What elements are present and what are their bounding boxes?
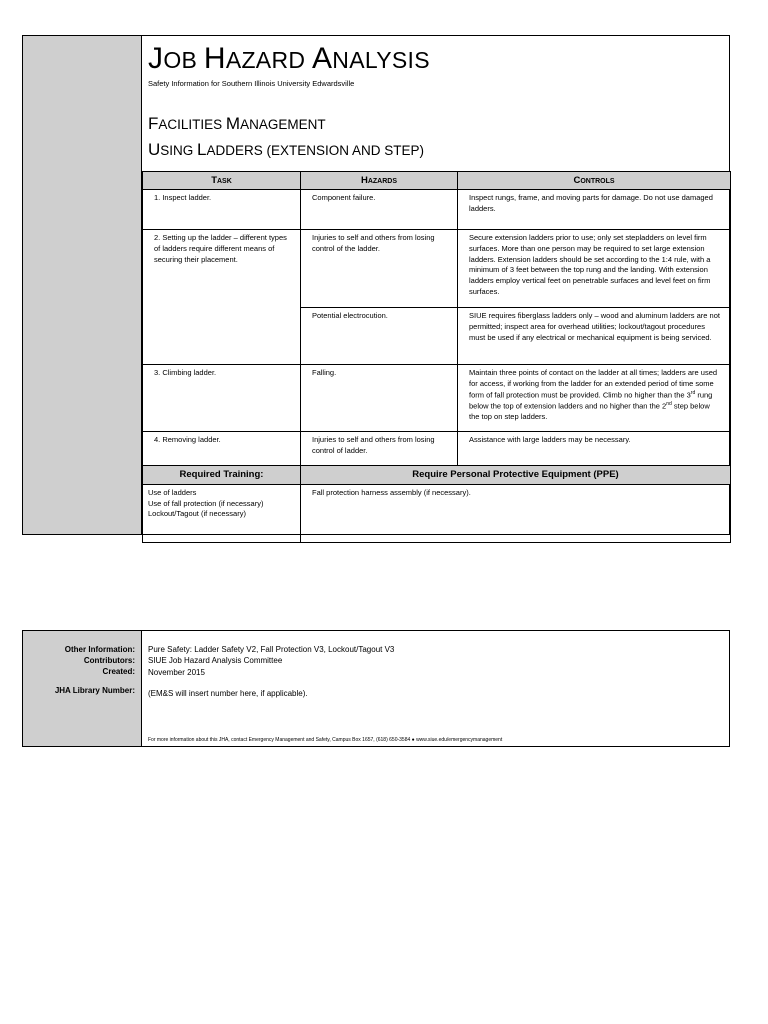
required-training-header: Required Training: <box>143 466 301 484</box>
hazard-table <box>142 171 731 543</box>
training-ppe-row <box>143 484 731 542</box>
control-cell: Maintain three points of contact on the ladder at all times; ladders are used for access, if working from the ladder for an extended period of time some form of fall protection must be provided. Climb no higher than the 3rd rung below the top of extension ladders and no higher than the 2nd step below the top on step ladders. <box>458 365 731 432</box>
table-header-row <box>143 172 731 190</box>
table-row <box>143 230 731 308</box>
table-row <box>143 365 731 432</box>
info-sheet <box>22 630 730 747</box>
section-header-row <box>143 466 731 484</box>
contributors-label: Contributors: <box>83 656 135 665</box>
info-label-column <box>23 631 142 746</box>
hazard-cell: Component failure. <box>301 190 458 230</box>
control-cell: Secure extension ladders prior to use; only set stepladders on level firm surfaces. More than one person may be required to set large extension ladders. Extension ladders should be set according to the 1:4 rule, with a minimum of 3 feet between the top rung and the landing. With extension ladders employ vertical feet on penetrable surfaces and level feet on firm surfaces. <box>458 230 731 308</box>
hazards-column-header: Hazards <box>301 172 458 190</box>
contributors-value: SIUE Job Hazard Analysis Committee <box>148 656 283 665</box>
created-value: November 2015 <box>148 668 205 677</box>
task-cell: 2. Setting up the ladder – different types of ladders require different means of securing their placement. <box>143 230 301 365</box>
table-row <box>143 190 731 230</box>
document-header <box>142 36 729 171</box>
task-cell: 3. Climbing ladder. <box>143 365 301 432</box>
table-row <box>143 432 731 466</box>
jha-sheet <box>22 35 730 535</box>
hazard-cell: Injuries to self and others from losing control of the ladder. <box>301 230 458 308</box>
document-subtitle: Safety Information for Southern Illinois University Edwardsville <box>148 79 355 88</box>
control-cell: Inspect rungs, frame, and moving parts for damage. Do not use damaged ladders. <box>458 190 731 230</box>
training-cell <box>143 484 301 542</box>
jha-library-number-value: (EM&S will insert number here, if applicable). <box>148 689 308 698</box>
controls-column-header: Controls <box>458 172 731 190</box>
left-gutter <box>23 36 142 534</box>
jha-library-number-label: JHA Library Number: <box>54 686 135 695</box>
control-cell: SIUE requires fiberglass ladders only – wood and aluminum ladders are not permitted; inspect area for overhead utilities; lockout/tagout procedures must be used if any electrical or mechanical equipment is being serviced. <box>458 308 731 365</box>
hazard-cell: Falling. <box>301 365 458 432</box>
ppe-cell: Fall protection harness assembly (if necessary). <box>301 484 731 542</box>
task-column-header: Task <box>143 172 301 190</box>
task-cell: 1. Inspect ladder. <box>143 190 301 230</box>
procedure-title: USING LADDERS (EXTENSION AND STEP) <box>148 140 425 159</box>
control-cell: Assistance with large ladders may be necessary. <box>458 432 731 466</box>
document-title: JOB HAZARD ANALYSIS <box>148 42 430 75</box>
task-cell: 4. Removing ladder. <box>143 432 301 466</box>
hazard-cell: Injuries to self and others from losing control of ladder. <box>301 432 458 466</box>
created-label: Created: <box>102 667 135 676</box>
hazard-cell: Potential electrocution. <box>301 308 458 365</box>
other-information-label: Other Information: <box>64 645 135 654</box>
other-information-value: Pure Safety: Ladder Safety V2, Fall Protection V3, Lockout/Tagout V3 <box>148 645 395 654</box>
contact-footer-note: For more information about this JHA, contact Emergency Management and Safety, Campus Box 1657, (618) 650-3584 ● www.siue.edu/emergencymanagement <box>148 737 503 743</box>
training-item: Lockout/Tagout (if necessary) <box>148 509 246 519</box>
department-name: FACILITIES MANAGEMENT <box>148 114 326 133</box>
training-item: Use of ladders <box>148 487 197 497</box>
ppe-header: Require Personal Protective Equipment (PPE) <box>301 466 731 484</box>
training-item: Use of fall protection (if necessary) <box>148 498 264 508</box>
